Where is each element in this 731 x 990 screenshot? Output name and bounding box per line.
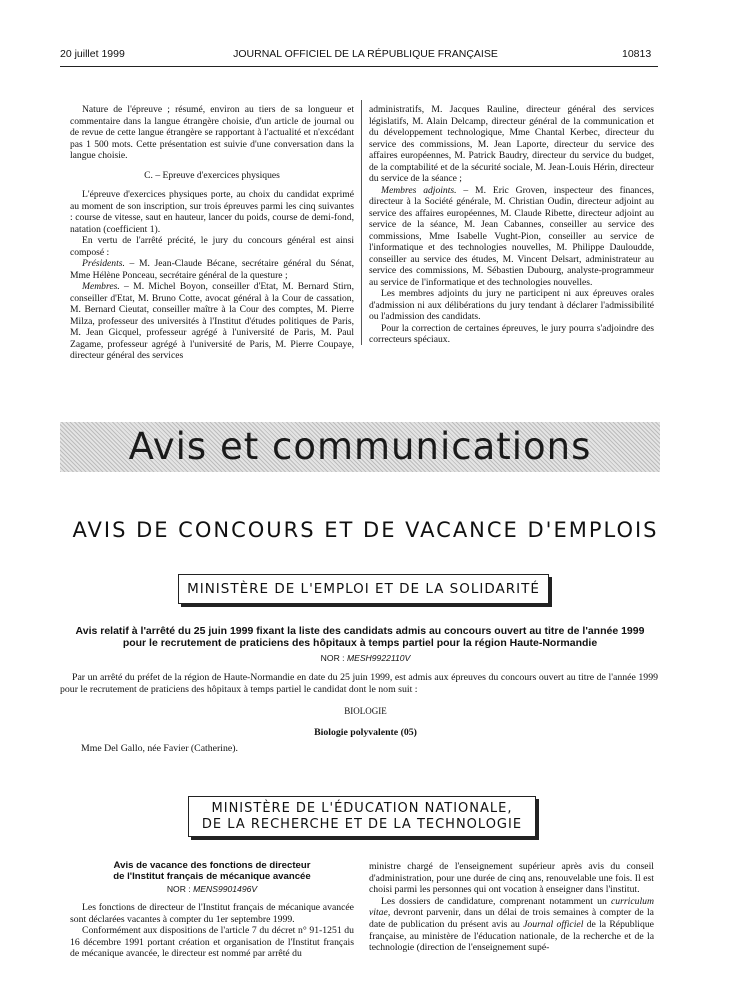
jury-adjoints <box>369 185 654 289</box>
paragraph: Nature de l'épreuve ; résumé, environ au tiers de sa longueur et commentaire dans la langue étrangère choisie, d'un article de journal ou de revue de cette langue étrangère se rapportant à l'actualité et n'excédant pas 1 500 mots. Cette présentation est suivie d'une conversation dans la langue choisie. <box>70 104 354 161</box>
paragraph: En vertu de l'arrêté précité, le jury du concours général est ainsi composé : <box>70 235 354 258</box>
right-column <box>369 104 654 346</box>
nor-reference <box>70 884 354 894</box>
header-rule <box>60 66 658 67</box>
header-journal-title: JOURNAL OFFICIEL DE LA RÉPUBLIQUE FRANÇAISE <box>233 48 498 60</box>
ministry-name-line: MINISTÈRE DE L'ÉDUCATION NATIONALE, <box>211 801 513 816</box>
paragraph <box>369 896 654 954</box>
members-label: Membres. <box>82 281 120 292</box>
paragraph: administratifs, M. Jacques Rauline, directeur général des services législatifs, M. Alain Delcamp, directeur général de la communication et du développement technologique, Mme Chantal Kerbec, directeur du service des commissions, M. Jean Laporte, directeur du service des affaires européennes, M. Patrick Baudry, directeur du service du budget, de la comptabilité et de la sécurité sociale, M. Jean-Louis Hérin, directeur du service de la séance ; <box>369 104 654 184</box>
avis-title-line: Avis relatif à l'arrêté du 25 juin 1999 fixant la liste des candidats admis au concours ouvert au titre de l'année 1999 <box>75 625 645 637</box>
avis-vacance-title <box>70 860 354 882</box>
members-text: – M. Michel Boyon, conseiller d'Etat, M. Bernard Stirn, conseiller d'Etat, M. Bruno Cotte, avocat général à la Cour de cassation, M. Bernard Cieutat, conseiller maître à la Cour des comptes, M. Pierre Milza, professeur des universités à l'Institut d'études politiques de Paris, M. Jean Gicquel, professeur agrégé à l'université de Paris, M. Paul Zagame, professeur agrégé à l'université de Paris, M. Pierre Coupaye, directeur général des services <box>70 281 354 361</box>
avis-vacance-right-column <box>369 861 654 954</box>
adjoints-text: – M. Eric Groven, inspecteur des finances, directeur à la Société générale, M. Christian Oudin, directeur adjoint au service des affaires européennes, M. Claude Ribette, directeur adjoint au service de la séance, M. Jean Cabannes, conseiller au service des commissions, Mme Isabelle Vught-Pion, conseiller au service de l'informatique et des technologies nouvelles, M. Philippe Dauloudde, conseiller au service des études, M. Vincent Delsart, administrateur au service des commissions, M. Sébastien Dubourg, analyste-programmeur au service de l'informatique et des technologies nouvelles. <box>369 184 654 288</box>
column-divider <box>361 100 362 345</box>
avis-title-line: de l'Institut français de mécanique avancée <box>113 871 311 882</box>
specialty-heading: Biologie polyvalente (05) <box>314 727 417 738</box>
section-heading: C. – Epreuve d'exercices physiques <box>144 169 280 181</box>
ministry-box-emploi <box>178 574 549 604</box>
curriculum-vitae: curriculum vitae, <box>369 895 654 919</box>
nor-code: MESH9922110V <box>346 653 411 663</box>
banner-title: Avis et communications <box>128 425 592 468</box>
discipline-heading: BIOLOGIE <box>344 706 387 716</box>
paragraph: ministre chargé de l'enseignement supérieur après avis du conseil d'administration, pour une durée de cinq ans, renouvelable une fois. Il est choisi parmi les personnes qui ont vocation à enseigner dans l'institut. <box>369 861 654 896</box>
paragraph: Conformément aux dispositions de l'article 7 du décret n° 91-1251 du 16 décembre 1991 portant création et organisation de l'Institut français de mécanique avancée, le directeur est nommé par arrêté du <box>70 925 354 960</box>
avis-body: Par un arrêté du préfet de la région de Haute-Normandie en date du 25 juin 1999, est admis aux épreuves du concours ouvert au titre de l'année 1999 pour le recrutement de praticiens des hôpitaux à temps partiel le candidat dont le nom suit : <box>60 672 658 695</box>
header-page-number: 10813 <box>622 48 652 60</box>
ministry-name-line: DE LA RECHERCHE ET DE LA TECHNOLOGIE <box>201 817 523 832</box>
nor-label: NOR : <box>166 884 194 894</box>
jury-members <box>70 281 354 362</box>
avis-title-line: pour le recrutement de praticiens des hôpitaux à temps partiel pour la région Haute-Normandie <box>122 637 598 649</box>
section-banner <box>60 422 660 472</box>
jury-presidents <box>70 258 354 281</box>
text-run: Les dossiers de candidature, comprenant notamment un <box>381 895 611 907</box>
paragraph: Les membres adjoints du jury ne participent ni aux épreuves orales d'admission ni aux délibérations du jury tendant à déclarer l'admissibilité ou l'admission des candidats. <box>369 288 654 322</box>
header-date: 20 juillet 1999 <box>60 48 125 60</box>
avis-vacance-left-column <box>70 902 354 960</box>
left-column <box>70 104 354 362</box>
presidents-text: – M. Jean-Claude Bécane, secrétaire général du Sénat, Mme Hélène Ponceau, secrétaire général de la questure ; <box>70 258 354 281</box>
paragraph: Les fonctions de directeur de l'Institut français de mécanique avancée sont déclarées vacantes à compter du 1er septembre 1999. <box>70 902 354 925</box>
avis-title <box>60 625 660 649</box>
paragraph: L'épreuve d'exercices physiques porte, au choix du candidat exprimé au moment de son inscription, sur trois épreuves parmi les cinq suivantes : course de vitesse, saut en hauteur, lancer du poids, course de demi-fond, natation (coefficient 1). <box>70 189 354 235</box>
text-run: de la République française, au ministère de l'éducation nationale, de la recherche et de la technologie (direction de l'enseignement supé- <box>369 918 654 954</box>
candidate-name: Mme Del Gallo, née Favier (Catherine). <box>81 743 238 754</box>
paragraph: Pour la correction de certaines épreuves, le jury pourra s'adjoindre des correcteurs spéciaux. <box>369 322 654 345</box>
nor-reference <box>0 653 731 663</box>
nor-label: NOR : <box>320 653 347 663</box>
ministry-name: MINISTÈRE DE L'EMPLOI ET DE LA SOLIDARITÉ <box>187 581 540 597</box>
presidents-label: Présidents. <box>82 258 125 269</box>
journal-officiel: Journal officiel <box>523 918 584 930</box>
adjoints-label: Membres adjoints. <box>381 184 457 196</box>
nor-code: MENS9901496V <box>193 884 258 894</box>
ministry-box-education <box>188 796 536 837</box>
text-run: devront parvenir, dans un délai de trois semaines à compter de la date de publication du présent avis au <box>369 907 654 930</box>
avis-title-line: Avis de vacance des fonctions de directeur <box>113 860 311 871</box>
main-heading: AVIS DE CONCOURS ET DE VACANCE D'EMPLOIS <box>72 518 659 542</box>
